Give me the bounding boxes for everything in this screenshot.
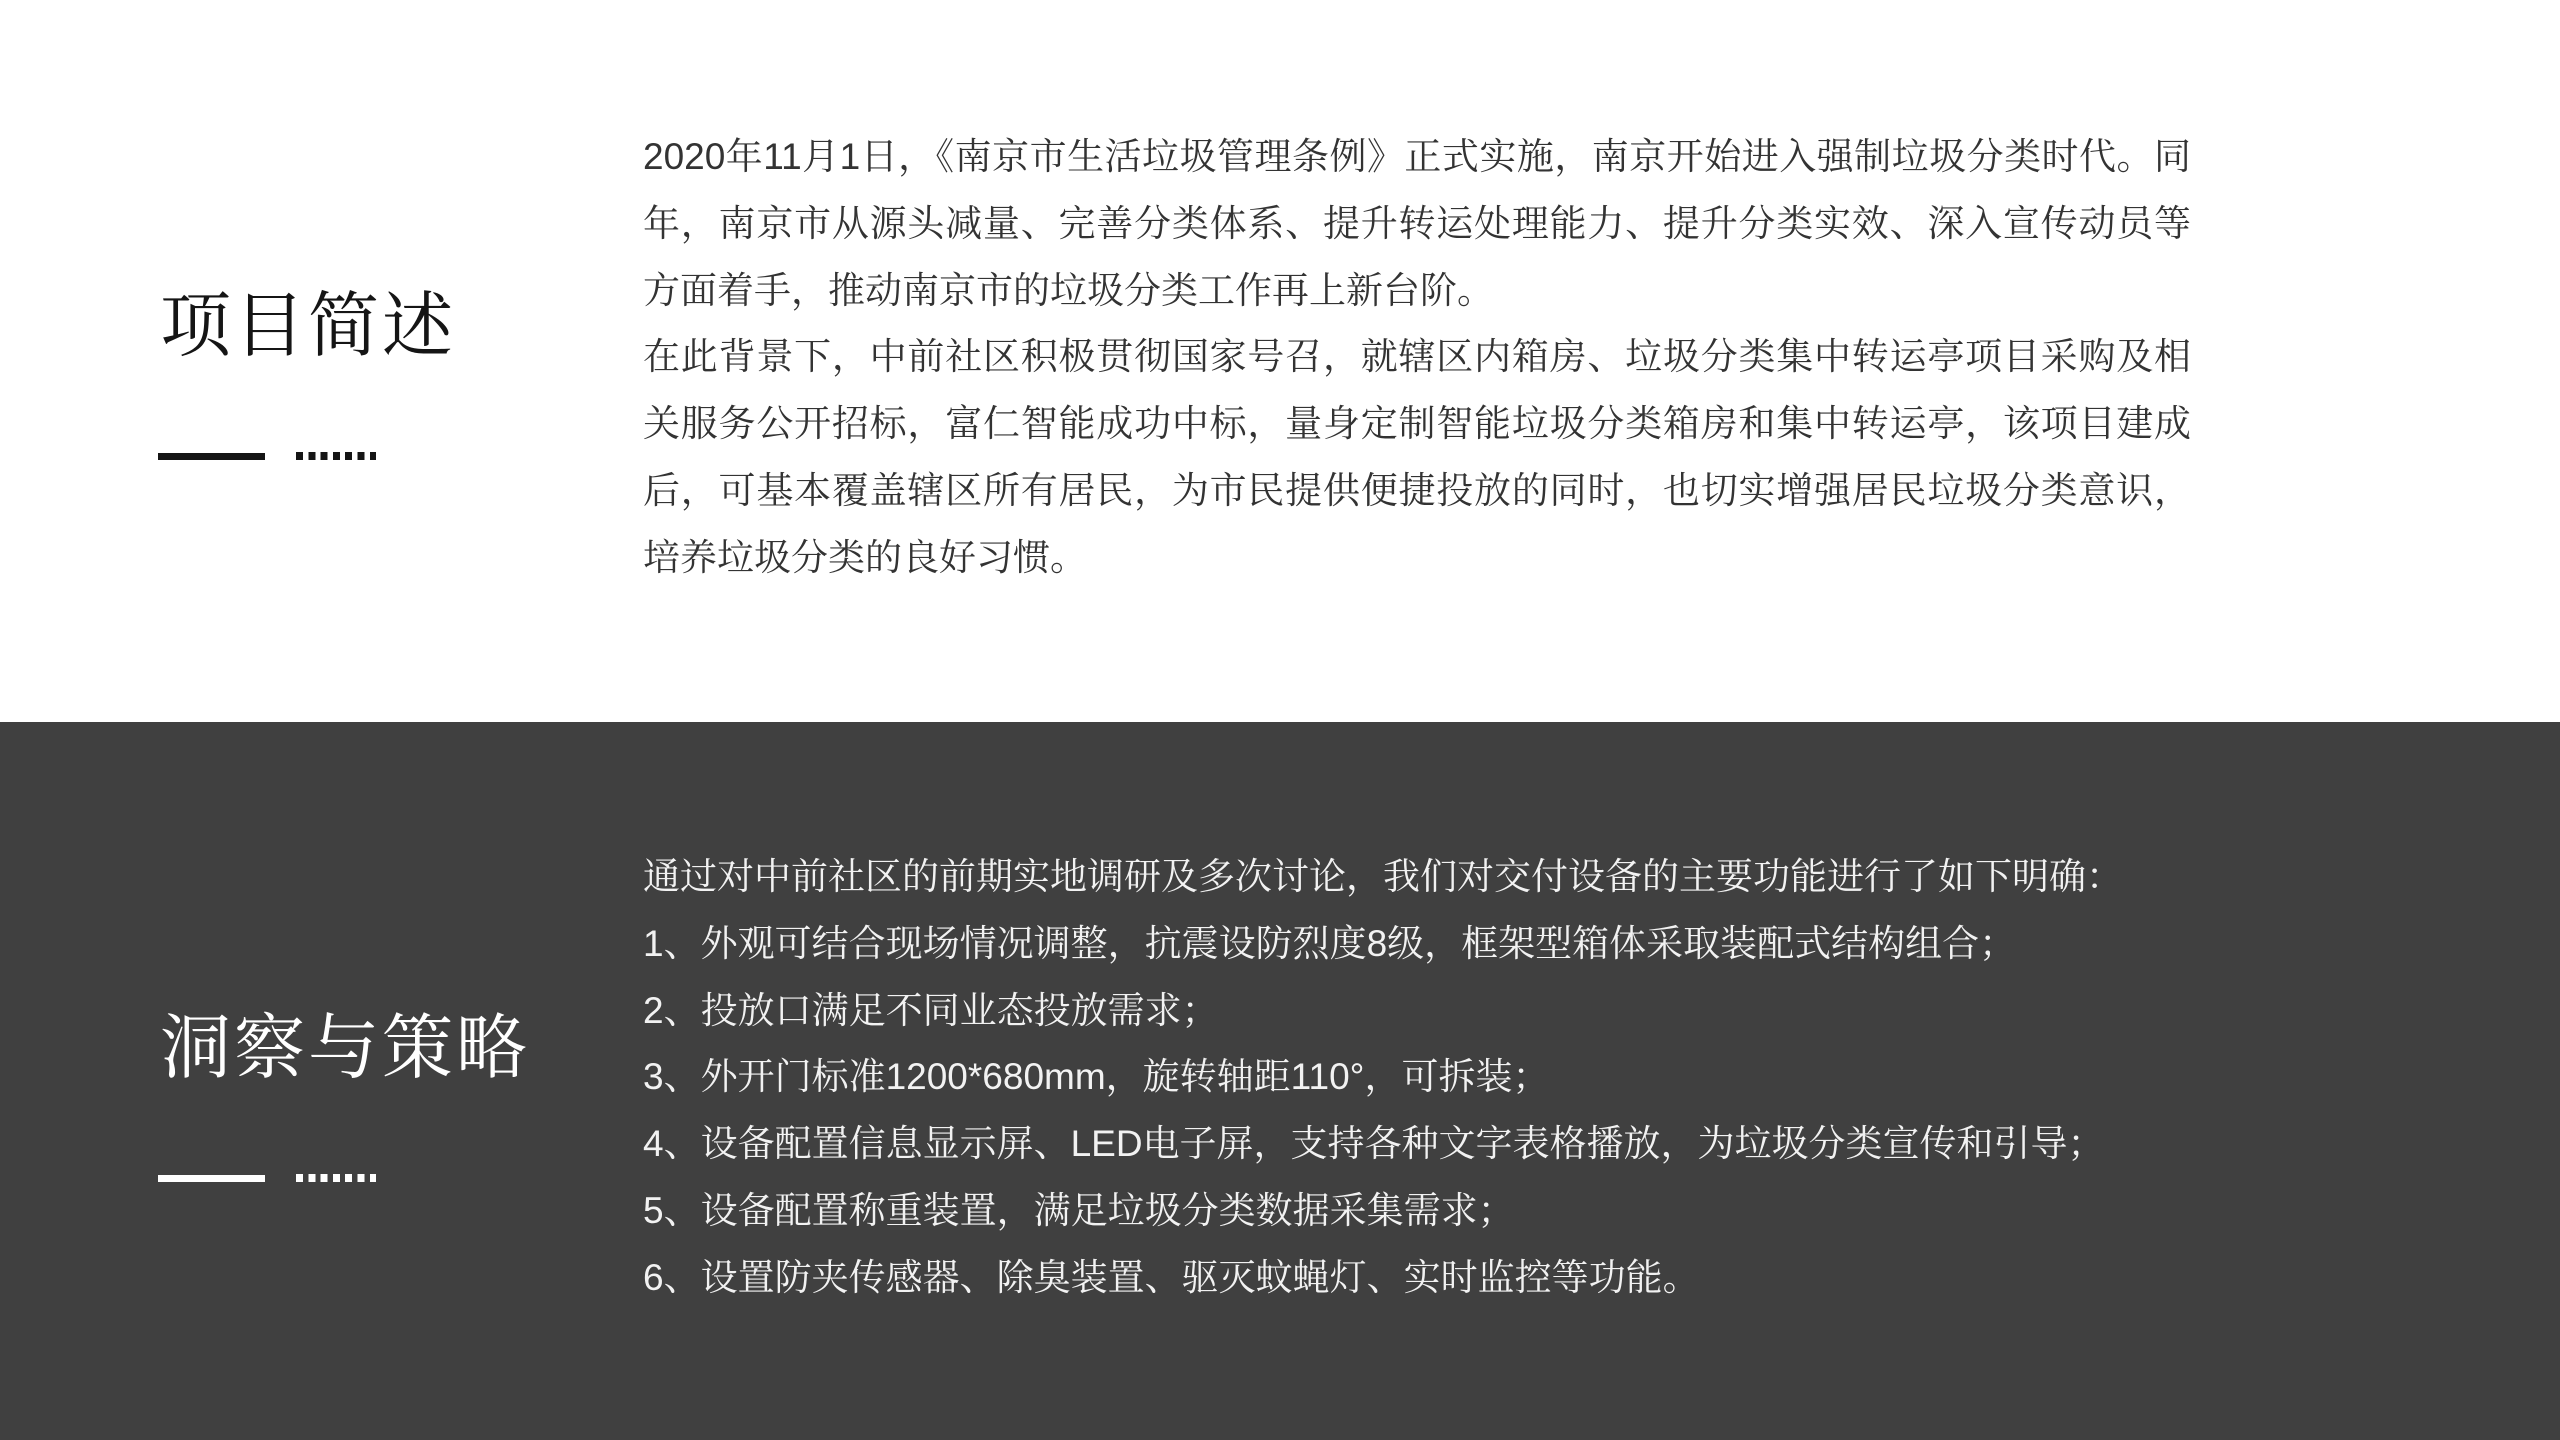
divider-dots bbox=[296, 452, 376, 460]
project-overview-paragraph: 在此背景下，中前社区积极贯彻国家号召，就辖区内箱房、垃圾分类集中转运亭项目采购及相关服务公开招标，富仁智能成功中标，量身定制智能垃圾分类箱房和集中转运亭，该项目建成后，可基本覆盖辖区所有居民，为市民提供便捷投放的同时，也切实增强居民垃圾分类意识，培养垃圾分类的良好习惯。 bbox=[643, 336, 2191, 578]
insights-strategy-intro: 通过对中前社区的前期实地调研及多次讨论，我们对交付设备的主要功能进行了如下明确： bbox=[643, 856, 2123, 897]
project-overview-title-divider bbox=[158, 452, 376, 460]
list-item: 3、外开门标准1200*680mm，旋转轴距110°，可拆装； bbox=[643, 1056, 1550, 1098]
insights-strategy-title-divider bbox=[158, 1174, 376, 1182]
list-item: 6、设置防夹传感器、除臭装置、驱灭蚊蝇灯、实时监控等功能。 bbox=[643, 1256, 1700, 1298]
divider-dots bbox=[296, 1174, 376, 1182]
list-item: 1、外观可结合现场情况调整，抗震设防烈度8级，框架型箱体采取装配式结构组合； bbox=[643, 922, 2017, 964]
project-overview-paragraph: 2020年11月1日，《南京市生活垃圾管理条例》正式实施，南京开始进入强制垃圾分类时代。同年，南京市从源头减量、完善分类体系、提升转运处理能力、提升分类实效、深入宣传动员等方面着手，推动南京市的垃圾分类工作再上新台阶。 bbox=[643, 136, 2191, 311]
divider-bar bbox=[158, 453, 265, 460]
divider-bar bbox=[158, 1175, 265, 1182]
section-insights-strategy bbox=[0, 722, 2560, 1440]
list-item: 2、投放口满足不同业态投放需求； bbox=[643, 989, 1219, 1031]
insights-strategy-title: 洞察与策略 bbox=[160, 1009, 531, 1088]
list-item: 5、设备配置称重装置，满足垃圾分类数据采集需求； bbox=[643, 1189, 1515, 1231]
list-item: 4、设备配置信息显示屏、LED电子屏，支持各种文字表格播放，为垃圾分类宣传和引导； bbox=[643, 1123, 2105, 1165]
project-overview-title: 项目简述 bbox=[160, 287, 457, 366]
project-overview-body bbox=[643, 124, 2191, 592]
insights-strategy-body bbox=[643, 844, 2228, 1312]
